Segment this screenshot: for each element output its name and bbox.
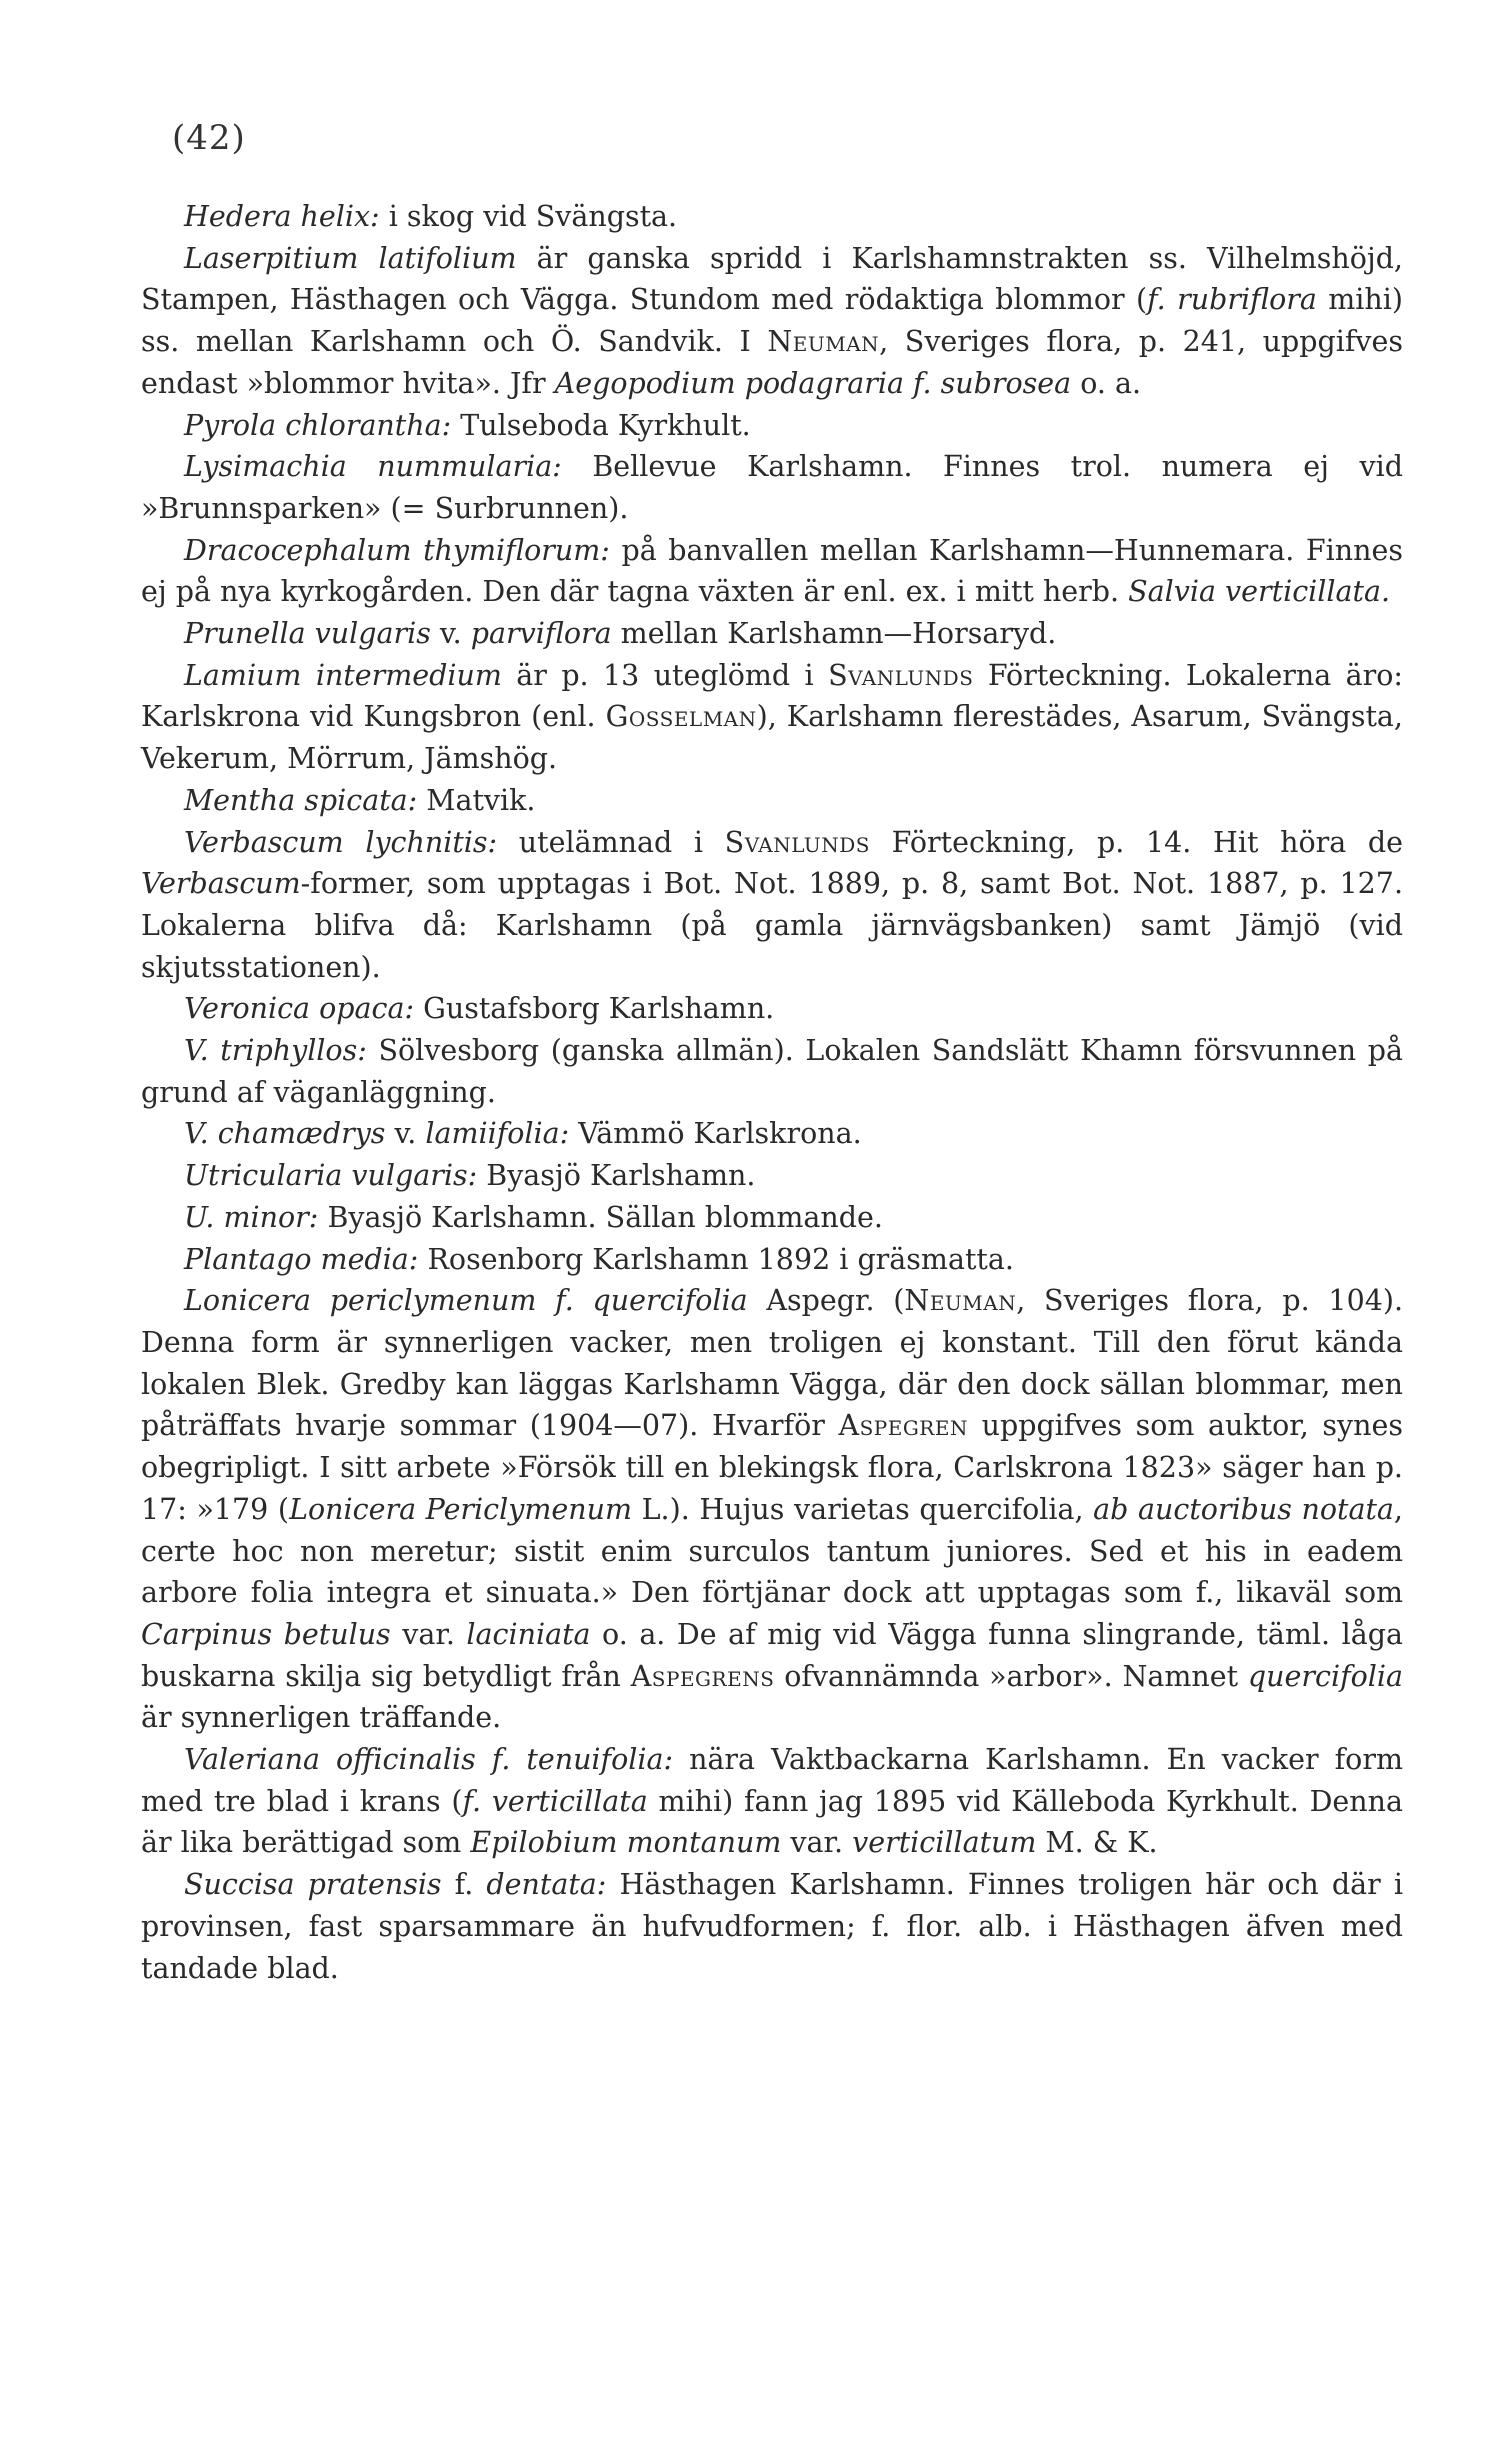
- taxon-name: Valeriana officinalis f. tenuifolia:: [184, 1743, 674, 1777]
- entry-text: ), Karlshamn flerestädes, Asarum, Svängsta, Vekerum, Mörrum, Jämshög.: [141, 700, 1403, 776]
- species-entry: [141, 780, 1403, 822]
- taxon-name: Verbascum: [141, 867, 301, 901]
- species-entry: [141, 613, 1403, 655]
- entry-text: -former, som upptagas i Bot. Not. 1889, p. 8, samt Bot. Not. 1887, p. 127. Lokalerna blifva då: Karlshamn (på gamla järnvägsbanken) samt Jämjö (vid skjutsstationen).: [141, 867, 1403, 984]
- taxon-name: Epilobium montanum: [470, 1826, 782, 1860]
- entry-text: mihi) ss. mellan Karlshamn och Ö. Sandvik. I: [141, 283, 1403, 359]
- species-entry: [141, 1030, 1403, 1113]
- entry-text: o. a. De af mig vid Vägga funna slingrande, täml. låga buskarna skilja sig betydligt från: [141, 1617, 1403, 1693]
- taxon-name: Plantago media:: [184, 1242, 419, 1276]
- entry-text: är p. 13 uteglömd i: [501, 658, 829, 692]
- taxon-name: Succisa pratensis: [184, 1868, 442, 1902]
- taxon-name: f. rubriflora: [1147, 283, 1317, 317]
- entry-text: Rosenborg Karlshamn 1892 i gräsmatta.: [418, 1242, 1014, 1276]
- author-name: Aspegren: [838, 1409, 968, 1443]
- entry-text: , Sveriges flora, p. 104). Denna form är synnerligen vacker, men troligen ej konstant. Till den förut kända lokalen Blek. Gredby kan läggas Karlshamn Vägga, där den dock sällan blommar, men påträffats hvarje sommar (1904—07). Hvarför: [141, 1284, 1404, 1443]
- species-entry: [141, 1113, 1403, 1155]
- author-name: Svanlunds: [828, 658, 974, 692]
- entry-text: v.: [430, 617, 471, 651]
- taxon-name: Verbascum lychnitis:: [184, 825, 498, 859]
- species-entry: [141, 405, 1403, 447]
- taxon-name: V. chamædrys: [184, 1117, 386, 1151]
- page-number: (42): [172, 118, 246, 158]
- taxon-name: Lonicera periclymenum f. quercifolia: [184, 1284, 748, 1318]
- taxon-name: Lamium intermedium: [184, 658, 502, 692]
- entry-text: Vämmö Karlskrona.: [569, 1117, 862, 1151]
- taxon-name: Carpinus betulus: [141, 1617, 391, 1651]
- entry-text: M. & K.: [1036, 1826, 1158, 1860]
- entry-text: Sölvesborg (ganska allmän). Lokalen Sandslätt Khamn försvunnen på grund af väganläggning.: [141, 1034, 1403, 1109]
- entry-text: f.: [441, 1868, 487, 1902]
- species-entry: [141, 238, 1403, 405]
- entry-text: nära Vaktbackarna Karlshamn. En vacker form med tre blad i krans (: [141, 1743, 1403, 1818]
- entry-text: utelämnad i: [497, 825, 725, 859]
- taxon-name: f. verticillata: [462, 1784, 648, 1818]
- taxon-name: Lonicera Periclymenum: [289, 1492, 632, 1526]
- taxon-name: quercifolia: [1247, 1659, 1404, 1693]
- author-name: Aspegrens: [630, 1659, 775, 1693]
- species-entry: [141, 1155, 1403, 1197]
- entry-text: Aspegr. (: [747, 1284, 905, 1318]
- entry-text: är ganska spridd i Karlshamnstrakten ss. Vilhelmshöjd, Stampen, Hästhagen och Vägga. Stundom med rödaktiga blommor (: [141, 241, 1403, 317]
- author-name: Svanlunds: [724, 825, 871, 859]
- taxon-name: dentata:: [486, 1868, 607, 1902]
- taxon-name: laciniata: [466, 1617, 591, 1651]
- entry-text: mellan Karlshamn—Horsaryd.: [611, 617, 1057, 651]
- taxon-name: Pyrola chlorantha:: [184, 408, 452, 442]
- taxon-name: Dracocephalum thymiflorum:: [184, 533, 610, 567]
- taxon-name: Lysimachia nummularia:: [184, 450, 562, 484]
- taxon-name: Salvia verticillata.: [1128, 575, 1391, 609]
- entry-text: i skog vid Svängsta.: [379, 200, 678, 233]
- taxon-name: verticillatum: [852, 1826, 1037, 1860]
- taxon-name: lamiifolia:: [425, 1117, 570, 1151]
- entry-text: Matvik.: [417, 783, 536, 817]
- species-entry: [141, 1197, 1403, 1239]
- entry-text: Förteckning, p. 14. Hit höra de: [870, 825, 1403, 859]
- entry-text: Bellevue Karlshamn. Finnes trol. numera ej vid »Brunnsparken» (= Surbrunnen).: [141, 450, 1403, 525]
- species-entry: [141, 1739, 1403, 1864]
- species-entry: [141, 655, 1403, 780]
- taxon-name: U. minor:: [184, 1200, 319, 1234]
- entry-text: , certe hoc non meretur; sistit enim surculos tantum juniores. Sed et his in eadem arbore folia integra et sinuata.» Den förtjänar dock att upptagas som f., likaväl som: [141, 1492, 1403, 1610]
- entry-text: Hästhagen Karlshamn. Finnes troligen här och där i provinsen, fast sparsammare än hufvudformen; f. flor. alb. i Hästhagen äfven med tandade blad.: [141, 1868, 1403, 1985]
- taxon-name: Aegopodium podagraria f. subrosea: [554, 366, 1072, 400]
- taxon-name: Prunella vulgaris: [184, 617, 431, 651]
- taxon-name: ab auctoribus notata: [1093, 1492, 1394, 1526]
- entry-text: var.: [390, 1617, 467, 1651]
- entry-text: Tulseboda Kyrkhult.: [451, 408, 751, 442]
- taxon-name: Utricularia vulgaris:: [184, 1159, 478, 1193]
- author-name: Neuman: [767, 325, 880, 359]
- entry-text: v.: [385, 1117, 426, 1151]
- entry-text: mihi) fann jag 1895 vid Källeboda Kyrkhult. Denna är lika berättigad som: [141, 1784, 1403, 1860]
- entry-text: var.: [781, 1826, 853, 1860]
- entry-text: L.). Hujus varietas quercifolia,: [631, 1492, 1094, 1526]
- taxon-name: V. triphyllos:: [184, 1034, 367, 1068]
- entry-text: är synnerligen träffande.: [141, 1701, 502, 1735]
- author-name: Gosselman: [605, 700, 757, 734]
- taxon-name: Laserpitium latifolium: [184, 241, 517, 275]
- entry-text: uppgifves som auktor, synes obegripligt. I sitt arbete »Försök till en blekingsk flora, Carlskrona 1823» säger han p. 17: »179 (: [141, 1409, 1403, 1526]
- species-entry: [141, 446, 1403, 529]
- entry-text: , Sveriges flora, p. 241, uppgifves endast »blommor hvita». Jfr: [141, 325, 1403, 400]
- botanical-entries: [141, 196, 1403, 1989]
- entry-text: Byasjö Karlshamn. Sällan blommande.: [318, 1200, 883, 1234]
- species-entry: [141, 988, 1403, 1030]
- entry-text: Förteckning. Lokalerna äro: Karlskrona vid Kungsbron (enl.: [141, 658, 1403, 734]
- entry-text: Gustafsborg Karlshamn.: [414, 992, 775, 1026]
- species-entry: [141, 196, 1403, 238]
- entry-text: ofvannämnda »arbor». Namnet: [774, 1659, 1248, 1693]
- taxon-name: Mentha spicata:: [184, 783, 418, 817]
- species-entry: [141, 1864, 1403, 1989]
- entry-text: o. a.: [1071, 366, 1142, 400]
- species-entry: [141, 530, 1403, 613]
- entry-text: Byasjö Karlshamn.: [477, 1159, 756, 1193]
- taxon-name: parviflora: [470, 617, 612, 651]
- entry-text: på banvallen mellan Karlshamn—Hunnemara. Finnes ej på nya kyrkogården. Den där tagna växten är enl. ex. i mitt herb.: [141, 533, 1403, 609]
- species-entry: [141, 1280, 1403, 1739]
- species-entry: [141, 1239, 1403, 1281]
- author-name: Neuman: [904, 1284, 1017, 1318]
- species-entry: [141, 822, 1403, 989]
- taxon-name: Veronica opaca:: [184, 992, 415, 1026]
- taxon-name: Hedera helix:: [184, 200, 380, 233]
